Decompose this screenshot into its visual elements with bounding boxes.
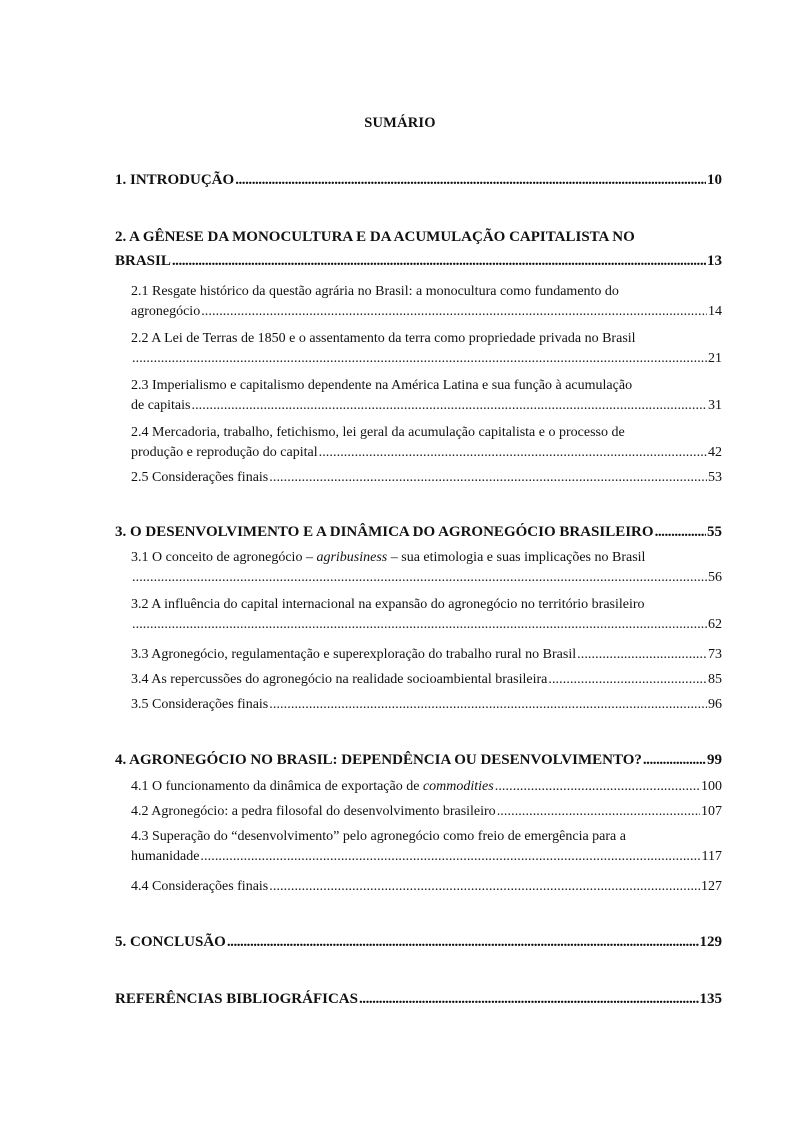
toc-label-line1: 2.2 A Lei de Terras de 1850 e o assentamento da terra como propriedade privada no Brasil (131, 331, 636, 346)
toc-chapter-1[interactable] (115, 170, 722, 190)
toc-page-number: 100 (701, 779, 722, 794)
toc-label: REFERÊNCIAS BIBLIOGRÁFICAS (115, 991, 358, 1007)
leader-dots (319, 443, 707, 463)
toc-page-number: 117 (701, 849, 722, 864)
toc-page-number: 73 (708, 647, 722, 662)
toc-section-3-4[interactable] (131, 670, 722, 690)
toc-label-pre: 4.1 O funcionamento da dinâmica de exportação de (131, 779, 423, 794)
toc-label-line1: 2.3 Imperialismo e capitalismo dependente na América Latina e sua função à acumulação (131, 378, 633, 393)
toc-label-line2: humanidade (131, 849, 200, 864)
toc-page-number: 129 (699, 934, 722, 950)
toc-page-number: 53 (708, 470, 722, 485)
leader-dots (201, 302, 707, 322)
toc-label-line1: 2. A GÊNESE DA MONOCULTURA E DA ACUMULAÇÃO CAPITALISTA NO (115, 229, 635, 245)
toc-label: 3.3 Agronegócio, regulamentação e superexploração do trabalho rural no Brasil (131, 647, 577, 662)
leader-dots (191, 396, 707, 416)
toc-label: 3.4 As repercussões do agronegócio na realidade socioambiental brasileira (131, 672, 548, 687)
leader-dots (132, 349, 707, 369)
leader-dots (235, 170, 706, 190)
toc-section-4-2[interactable] (131, 802, 722, 822)
leader-dots (200, 847, 700, 867)
toc-label: 5. CONCLUSÃO (115, 934, 226, 950)
toc-label-line2: BRASIL (115, 253, 171, 269)
leader-dots (497, 802, 700, 822)
toc-label: 3.5 Considerações finais (131, 697, 269, 712)
toc-label-line1 (131, 548, 722, 568)
toc-label-line2: produção e reprodução do capital (131, 445, 318, 460)
toc-section-3-1[interactable] (131, 548, 722, 588)
toc-page-number: 135 (699, 991, 722, 1007)
toc-section-2-1[interactable] (131, 282, 722, 322)
toc-chapter-3[interactable] (115, 522, 722, 542)
toc-label-post: – sua etimologia e suas implicações no Brasil (387, 550, 646, 565)
toc-page-number: 42 (708, 445, 722, 460)
toc-label-line1: 3.2 A influência do capital internacional na expansão do agronegócio no território brasileiro (131, 597, 645, 612)
leader-dots (359, 989, 699, 1009)
toc-label: 4.2 Agronegócio: a pedra filosofal do desenvolvimento brasileiro (131, 804, 496, 819)
toc-section-4-1[interactable] (131, 777, 722, 797)
leader-dots (548, 670, 707, 690)
toc-page-number: 62 (708, 617, 722, 632)
toc-label: 2.5 Considerações finais (131, 470, 269, 485)
toc-page-number: 31 (708, 398, 722, 413)
toc-page-number: 14 (708, 304, 722, 319)
toc-section-4-4[interactable] (131, 877, 722, 897)
leader-dots (577, 645, 707, 665)
toc-label-line2: de capitais (131, 398, 191, 413)
toc-page-number: 56 (708, 570, 722, 585)
leader-dots (132, 568, 707, 588)
toc-label: 3. O DESENVOLVIMENTO E A DINÂMICA DO AGRONEGÓCIO BRASILEIRO (115, 524, 654, 540)
leader-dots (269, 695, 707, 715)
toc-section-2-3[interactable] (131, 376, 722, 416)
leader-dots (132, 615, 707, 635)
toc-section-3-3[interactable] (131, 645, 722, 665)
toc-chapter-2[interactable] (115, 227, 722, 271)
leader-dots (643, 750, 706, 770)
leader-dots (227, 932, 699, 952)
toc-label: 1. INTRODUÇÃO (115, 172, 235, 188)
toc-page-number: 10 (707, 172, 722, 188)
toc-page-number: 85 (708, 672, 722, 687)
toc-label-pre: 3.1 O conceito de agronegócio – (131, 550, 317, 565)
toc-page-number: 96 (708, 697, 722, 712)
toc-label: 4.4 Considerações finais (131, 879, 269, 894)
toc-page-number: 21 (708, 351, 722, 366)
leader-dots (269, 877, 700, 897)
toc-label-italic: commodities (422, 779, 494, 794)
leader-dots (495, 777, 700, 797)
toc-page-number: 55 (707, 524, 722, 540)
toc-section-2-5[interactable] (131, 468, 722, 488)
toc-chapter-4[interactable] (115, 750, 722, 770)
toc-page-number: 107 (701, 804, 722, 819)
toc-chapter-5[interactable] (115, 932, 722, 952)
toc-label: 4. AGRONEGÓCIO NO BRASIL: DEPENDÊNCIA OU DESENVOLVIMENTO? (115, 752, 642, 768)
toc-label-line1: 4.3 Superação do “desenvolvimento” pelo agronegócio como freio de emergência para a (131, 829, 626, 844)
toc-section-2-4[interactable] (131, 423, 722, 463)
page-title: SUMÁRIO (364, 115, 436, 131)
leader-dots (269, 468, 707, 488)
leader-dots (655, 522, 706, 542)
toc-page-number: 99 (707, 752, 722, 768)
toc-page-number: 127 (701, 879, 722, 894)
toc-label-italic: agribusiness (316, 550, 388, 565)
toc-section-4-3[interactable] (131, 827, 722, 867)
toc-section-2-2[interactable] (131, 329, 722, 369)
toc-section-3-2[interactable] (131, 595, 722, 635)
toc-label-line1: 2.1 Resgate histórico da questão agrária no Brasil: a monocultura como fundamento do (131, 284, 619, 299)
toc-page-number: 13 (707, 253, 722, 269)
toc-label-line2: agronegócio (131, 304, 201, 319)
toc-label (131, 777, 494, 797)
toc-references[interactable] (115, 989, 722, 1009)
toc-section-3-5[interactable] (131, 695, 722, 715)
toc-label-line1: 2.4 Mercadoria, trabalho, fetichismo, lei geral da acumulação capitalista e o processo de (131, 425, 625, 440)
leader-dots (172, 251, 706, 271)
